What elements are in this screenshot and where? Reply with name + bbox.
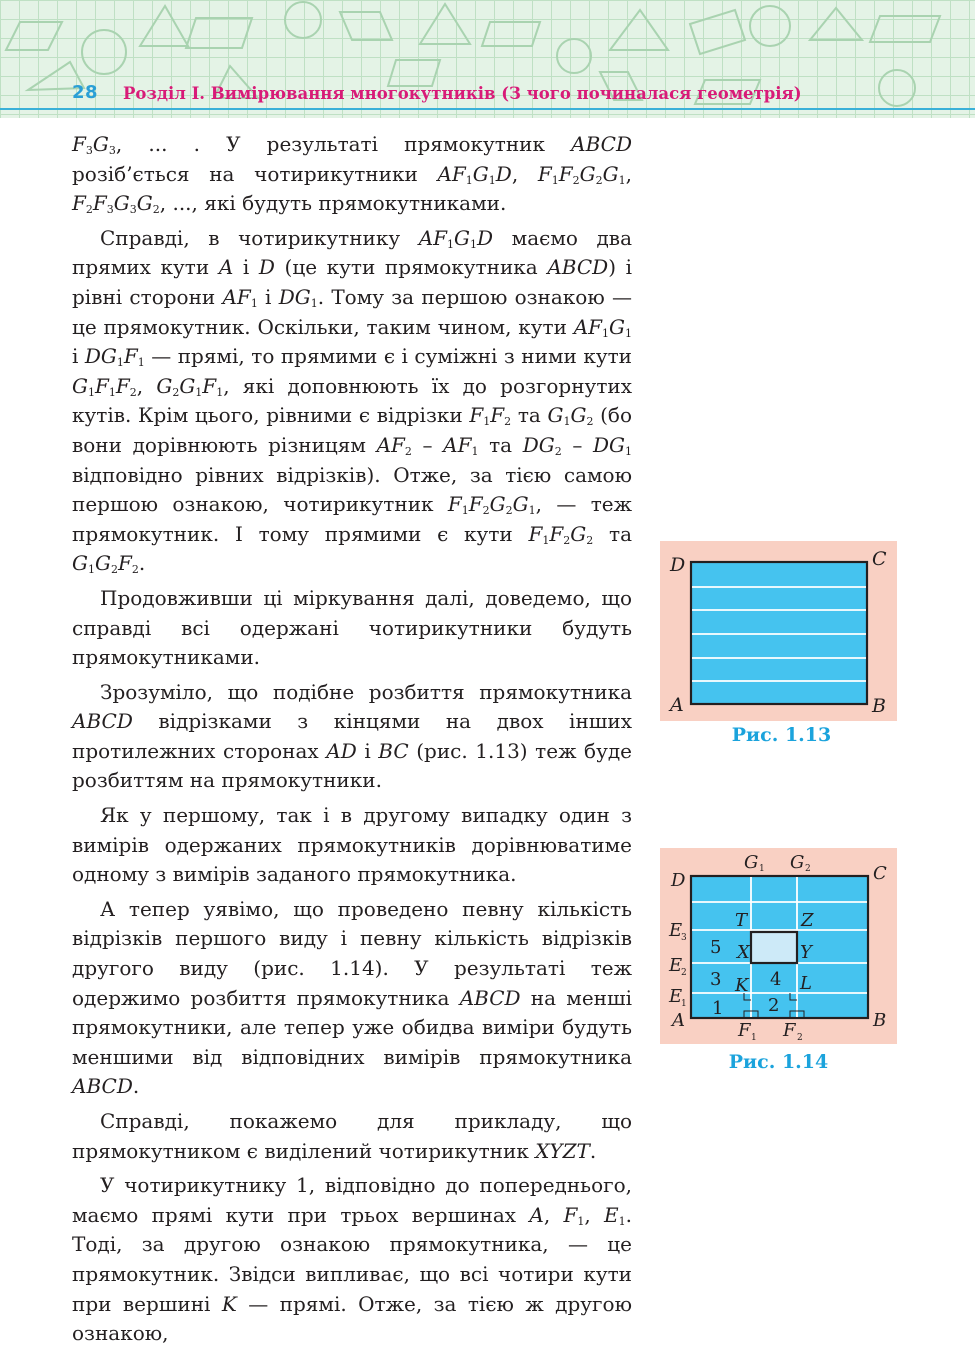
body-text [72, 130, 632, 1354]
label-e3: E [669, 920, 683, 941]
label-c: C [873, 863, 887, 884]
rectangle-abcd [691, 562, 867, 704]
page-number: 28 [72, 82, 99, 103]
paragraph: Справді, покажемо для прикладу, що прямокутником є виділений чотирикутник XYZT. [72, 1109, 632, 1163]
label-g2: G [790, 852, 805, 873]
label-t: T [735, 910, 748, 931]
running-head: Розділ І. Вимірювання многокутників (З чого починалася геометрія) [123, 84, 802, 103]
parallelogram-shape [186, 18, 252, 48]
circle-shape [285, 2, 321, 38]
label-k: K [735, 975, 749, 996]
highlighted-rectangle-xyzt [751, 932, 797, 963]
triangle-shape [610, 10, 668, 50]
label-e2-sub: 2 [681, 968, 687, 978]
label-l: L [800, 973, 812, 994]
label-c: C [872, 548, 887, 570]
page-header [0, 0, 975, 118]
parallelogram-shape [388, 60, 440, 86]
label-f2-sub: 2 [797, 1033, 803, 1043]
region-number-2: 2 [768, 995, 780, 1016]
paragraph: Продовживши ці міркування далі, доведемо, що справді всі одержані чотирикутники будуть прямокутниками. [72, 585, 632, 670]
label-f2: F [783, 1020, 796, 1041]
label-e3-sub: 3 [681, 933, 687, 943]
label-b: B [873, 1010, 887, 1031]
parallelogram-shape [340, 12, 392, 40]
region-number-4: 4 [770, 969, 782, 990]
label-g1: G [744, 852, 759, 873]
region-number-5: 5 [710, 937, 722, 958]
label-e2: E [669, 955, 683, 976]
label-a: A [670, 694, 684, 716]
label-d: D [671, 870, 686, 891]
figure-1-13 [660, 541, 897, 721]
triangle-shape [420, 4, 470, 44]
label-f1: F [738, 1020, 751, 1041]
figure-1-13-diagram [660, 541, 897, 721]
paragraph: $F_3G_3$, ... . У результаті прямокутник ABCD розіб’ється на чотирикутники $AF_1G_1D$, $F_1F_2G_2G_1$, $F_2F_3G_3G_2$, ..., які будуть прямокутниками. [72, 132, 632, 217]
paragraph: Справді, в чотирикутнику $AF_1G_1D$ маємо два прямих кути A і D (це кути прямокутника ABCD) і рівні сторони $AF_1$ і $DG_1$. Тому за першою ознакою — це прямокутник. Оскільки, таким чином, кути $AF_1G_1$ і $DG_1F_1$ — прямі, то прямими є і суміжні з ними кути $G_1F_1F_2$, $G_2G_1F_1$, які доповнюють їх до розгорнутих кутів. Крім цього, рівними є відрізки $F_1F_2$ та $G_1G_2$ (бо вони дорівнюють різницям $AF_2 - AF_1$ та $DG_2 - DG_1$ відповідно рівних відрізків). Отже, за тією самою першою ознакою, чотирикутник $F_1F_2G_2G_1$, — теж прямокутник. І тому прямими є кути $F_1F_2G_2$ та $G_1G_2F_2$. [72, 225, 633, 577]
parallelogram-shape [870, 16, 940, 42]
label-b: B [872, 695, 886, 717]
triangle-shape [810, 8, 862, 40]
label-y: Y [800, 942, 812, 963]
parallelogram-shape [6, 22, 62, 50]
paragraph: У чотирикутнику 1, відповідно до попереднього, маємо прямі кути при трьох вершинах A, $F_1$, $E_1$. Тоді, за другою ознакою прямокутника, — це прямокутник. Звідси випливає, що всі чотири кути при вершині K — прямі. Отже, за тією ж другою ознакою, [72, 1173, 633, 1346]
figure-1-14-caption: Рис. 1.14 [728, 1051, 829, 1073]
circle-shape [557, 39, 591, 73]
label-a: A [672, 1010, 685, 1031]
label-e1: E [669, 986, 683, 1007]
triangle-shape [140, 6, 188, 46]
header-rule [0, 108, 975, 110]
label-g1-sub: 1 [759, 864, 765, 874]
circle-shape [879, 70, 915, 106]
label-e1-sub: 1 [681, 999, 687, 1009]
region-number-1: 1 [712, 998, 724, 1019]
circle-shape [750, 6, 790, 46]
label-z: Z [801, 910, 814, 931]
figure-1-14 [660, 848, 897, 1044]
paragraph: А тепер уявімо, що проведено певну кількість відрізків першого виду і певну кількість відрізків другого виду (рис. 1.14). У результаті теж одержимо розбиття прямокутника ABCD на менші прямокутники, але тепер уже обидва виміри будуть меншими від відповідних вимірів прямокутника ABCD. [72, 896, 632, 1099]
label-x: X [737, 942, 750, 963]
label-f1-sub: 1 [751, 1033, 757, 1043]
paragraph: Зрозуміло, що подібне розбиття прямокутника ABCD відрізками з кінцями на двох інших протилежних сторонах AD і BC (рис. 1.13) теж буде розбиттям на прямокутники. [72, 679, 632, 793]
figure-1-13-caption: Рис. 1.13 [731, 724, 832, 746]
label-g2-sub: 2 [805, 864, 811, 874]
parallelogram-shape [482, 22, 540, 46]
parallelogram-shape [690, 10, 745, 54]
circle-shape [82, 30, 126, 74]
region-number-3: 3 [710, 969, 722, 990]
paragraph: Як у першому, так і в другому випадку один з вимірів одержаних прямокутників дорівнюватиме одному з вимірів заданого прямокутника. [72, 803, 632, 887]
figure-1-14-diagram [660, 848, 897, 1044]
label-d: D [670, 554, 686, 576]
